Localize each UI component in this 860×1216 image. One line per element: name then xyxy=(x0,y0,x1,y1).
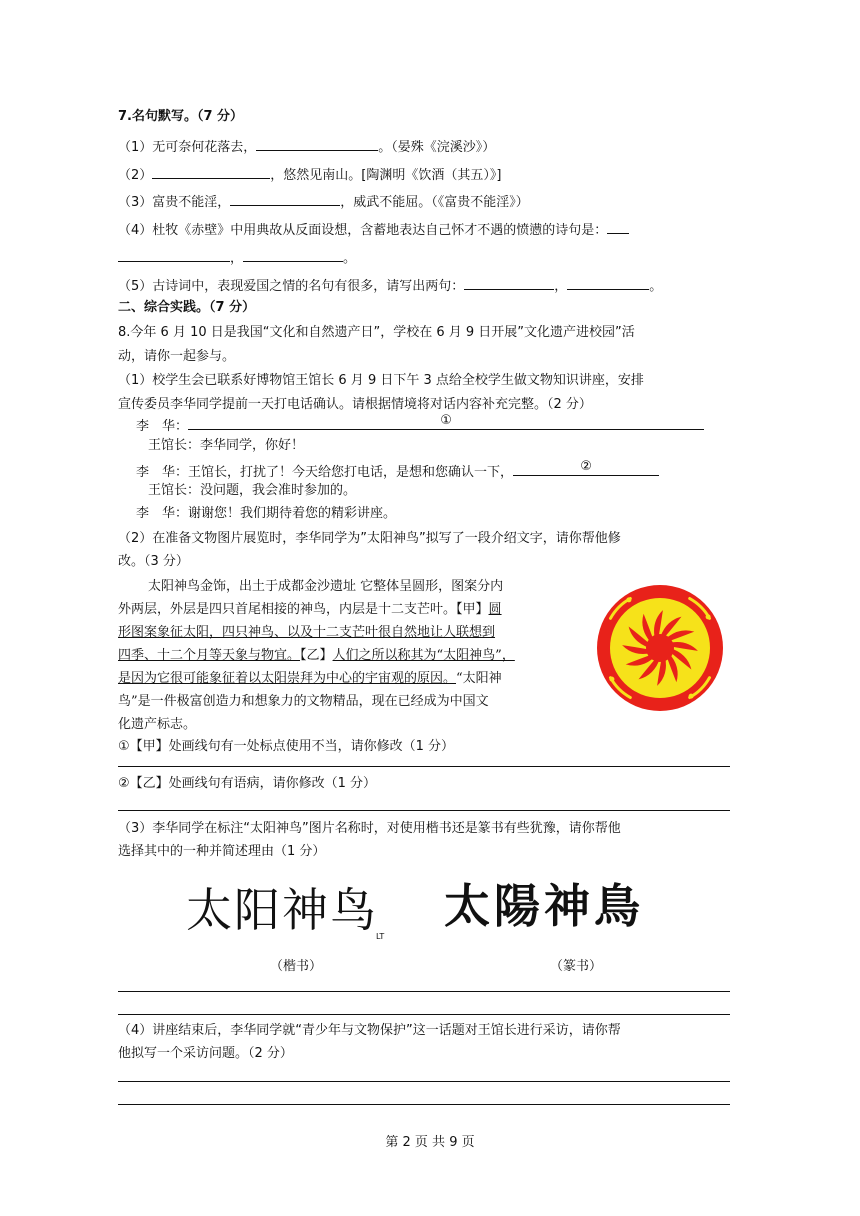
q8-part1-2: 宣传委员李华同学提前一天打电话确认。请根据情境将对话内容补充完整。（2 分） xyxy=(118,397,592,412)
answer-blank[interactable] xyxy=(230,191,340,206)
q8-part3-2: 选择其中的一种并简述理由（1 分） xyxy=(118,844,326,859)
answer-line[interactable] xyxy=(118,810,730,811)
dialogue-blank-1[interactable]: ① xyxy=(188,414,704,430)
kaishu-mark: LT xyxy=(376,932,385,941)
kaishu-sample: 太阳神鸟 xyxy=(186,883,378,937)
q8-sub-2: ②【乙】处画线句有语病，请你修改（1 分） xyxy=(118,776,377,791)
dialogue-blank-2[interactable]: ② xyxy=(513,460,659,476)
answer-line[interactable] xyxy=(118,1014,730,1015)
zhuanshu-sample: 太陽神鳥 xyxy=(444,879,644,933)
q8-part1-1: （1）校学生会已联系好博物馆王馆长 6 月 9 日下午 3 点给全校学生做文物知识讲座，安排 xyxy=(118,373,644,388)
answer-blank[interactable] xyxy=(256,136,378,151)
page-footer: 第 2 页 共 9 页 xyxy=(385,1135,475,1150)
dialogue-line-5: 李 华：谢谢您！我们期待着您的精彩讲座。 xyxy=(136,506,397,521)
q7-item-4: （4）杜牧《赤壁》中用典故从反面设想，含蓄地表达自己怀才不遇的愤懑的诗句是： xyxy=(118,219,629,240)
passage-line-1: 太阳神鸟金饰，出土于成都金沙遗址 它整体呈圆形，图案分内 xyxy=(148,579,504,594)
answer-blank[interactable] xyxy=(607,219,629,234)
q8-intro-1: 8.今年 6 月 10 日是我国“文化和自然遗产日”，学校在 6 月 9 日开展”文化遗产进校园”活 xyxy=(118,325,635,340)
q8-part4-1: （4）讲座结束后，李华同学就“青少年与文物保护”这一话题对王馆长进行采访，请你帮 xyxy=(118,1023,621,1038)
q8-part3-1: （3）李华同学在标注“太阳神鸟”图片名称时，对使用楷书还是篆书有些犹豫，请你帮他 xyxy=(118,821,621,836)
dialogue-line-4: 王馆长：没问题，我会准时参加的。 xyxy=(148,483,357,498)
passage-line-3: 形图案象征太阳，四只神鸟、以及十二支芒叶很自然地让人联想到 xyxy=(118,625,496,640)
kaishu-caption: （楷书） xyxy=(270,959,323,974)
q7-item-1: （1）无可奈何花落去， 。（晏殊《浣溪沙》） xyxy=(118,136,495,157)
q8-part2-1: （2）在准备文物图片展览时，李华同学为”太阳神鸟”拟写了一段介绍文字，请你帮他修 xyxy=(118,531,621,546)
answer-line[interactable] xyxy=(118,1081,730,1082)
passage-line-4: 四季、十二个月等天象与物宜。【乙】人们之所以称其为“太阳神鸟”， xyxy=(118,648,515,663)
q7-item-2: （2） ，悠然见南山。[陶渊明《饮酒（其五）》] xyxy=(118,164,501,185)
answer-blank[interactable] xyxy=(118,247,230,262)
answer-blank[interactable] xyxy=(567,275,649,290)
zhuanshu-caption: （篆书） xyxy=(550,959,603,974)
answer-blank[interactable] xyxy=(152,164,270,179)
answer-line[interactable] xyxy=(118,766,730,767)
passage-line-2: 外两层，外层是四只首尾相接的神鸟，内层是十二支芒叶。【甲】圆 xyxy=(118,602,502,617)
dialogue-line-2: 王馆长：李华同学，你好！ xyxy=(148,438,305,453)
answer-line[interactable] xyxy=(118,1104,730,1105)
answer-blank[interactable] xyxy=(243,247,343,262)
answer-blank[interactable] xyxy=(464,275,554,290)
answer-line[interactable] xyxy=(118,991,730,992)
q8-intro-2: 动，请你一起参与。 xyxy=(118,349,236,364)
q8-sub-1: ①【甲】处画线句有一处标点使用不当，请你修改（1 分） xyxy=(118,739,455,754)
passage-line-7: 化遗产标志。 xyxy=(118,717,197,732)
q7-item-3: （3）富贵不能淫， ，威武不能屈。（《富贵不能淫》） xyxy=(118,191,529,212)
q7-item-5: （5）古诗词中，表现爱国之情的名句有很多，请写出两句： ， 。 xyxy=(118,275,662,296)
passage-line-6: 鸟”是一件极富创造力和想象力的文物精品，现在已经成为中国文 xyxy=(118,694,489,709)
dialogue-line-1: 李 华： ① xyxy=(136,414,704,436)
q8-part2-2: 改。（3 分） xyxy=(118,554,189,569)
q7-item-4-cont: ， 。 xyxy=(118,247,356,268)
sun-bird-image xyxy=(585,583,735,713)
dialogue-line-3: 李 华：王馆长，打扰了！今天给您打电话，是想和您确认一下， ② xyxy=(136,460,659,482)
q8-part4-2: 他拟写一个采访问题。（2 分） xyxy=(118,1046,293,1061)
q7-title: 7.名句默写。（7 分） xyxy=(118,109,244,124)
section-2-title: 二、综合实践。（7 分） xyxy=(118,300,256,315)
passage-line-5: 是因为它很可能象征着以太阳崇拜为中心的宇宙观的原因。“太阳神 xyxy=(118,671,502,686)
